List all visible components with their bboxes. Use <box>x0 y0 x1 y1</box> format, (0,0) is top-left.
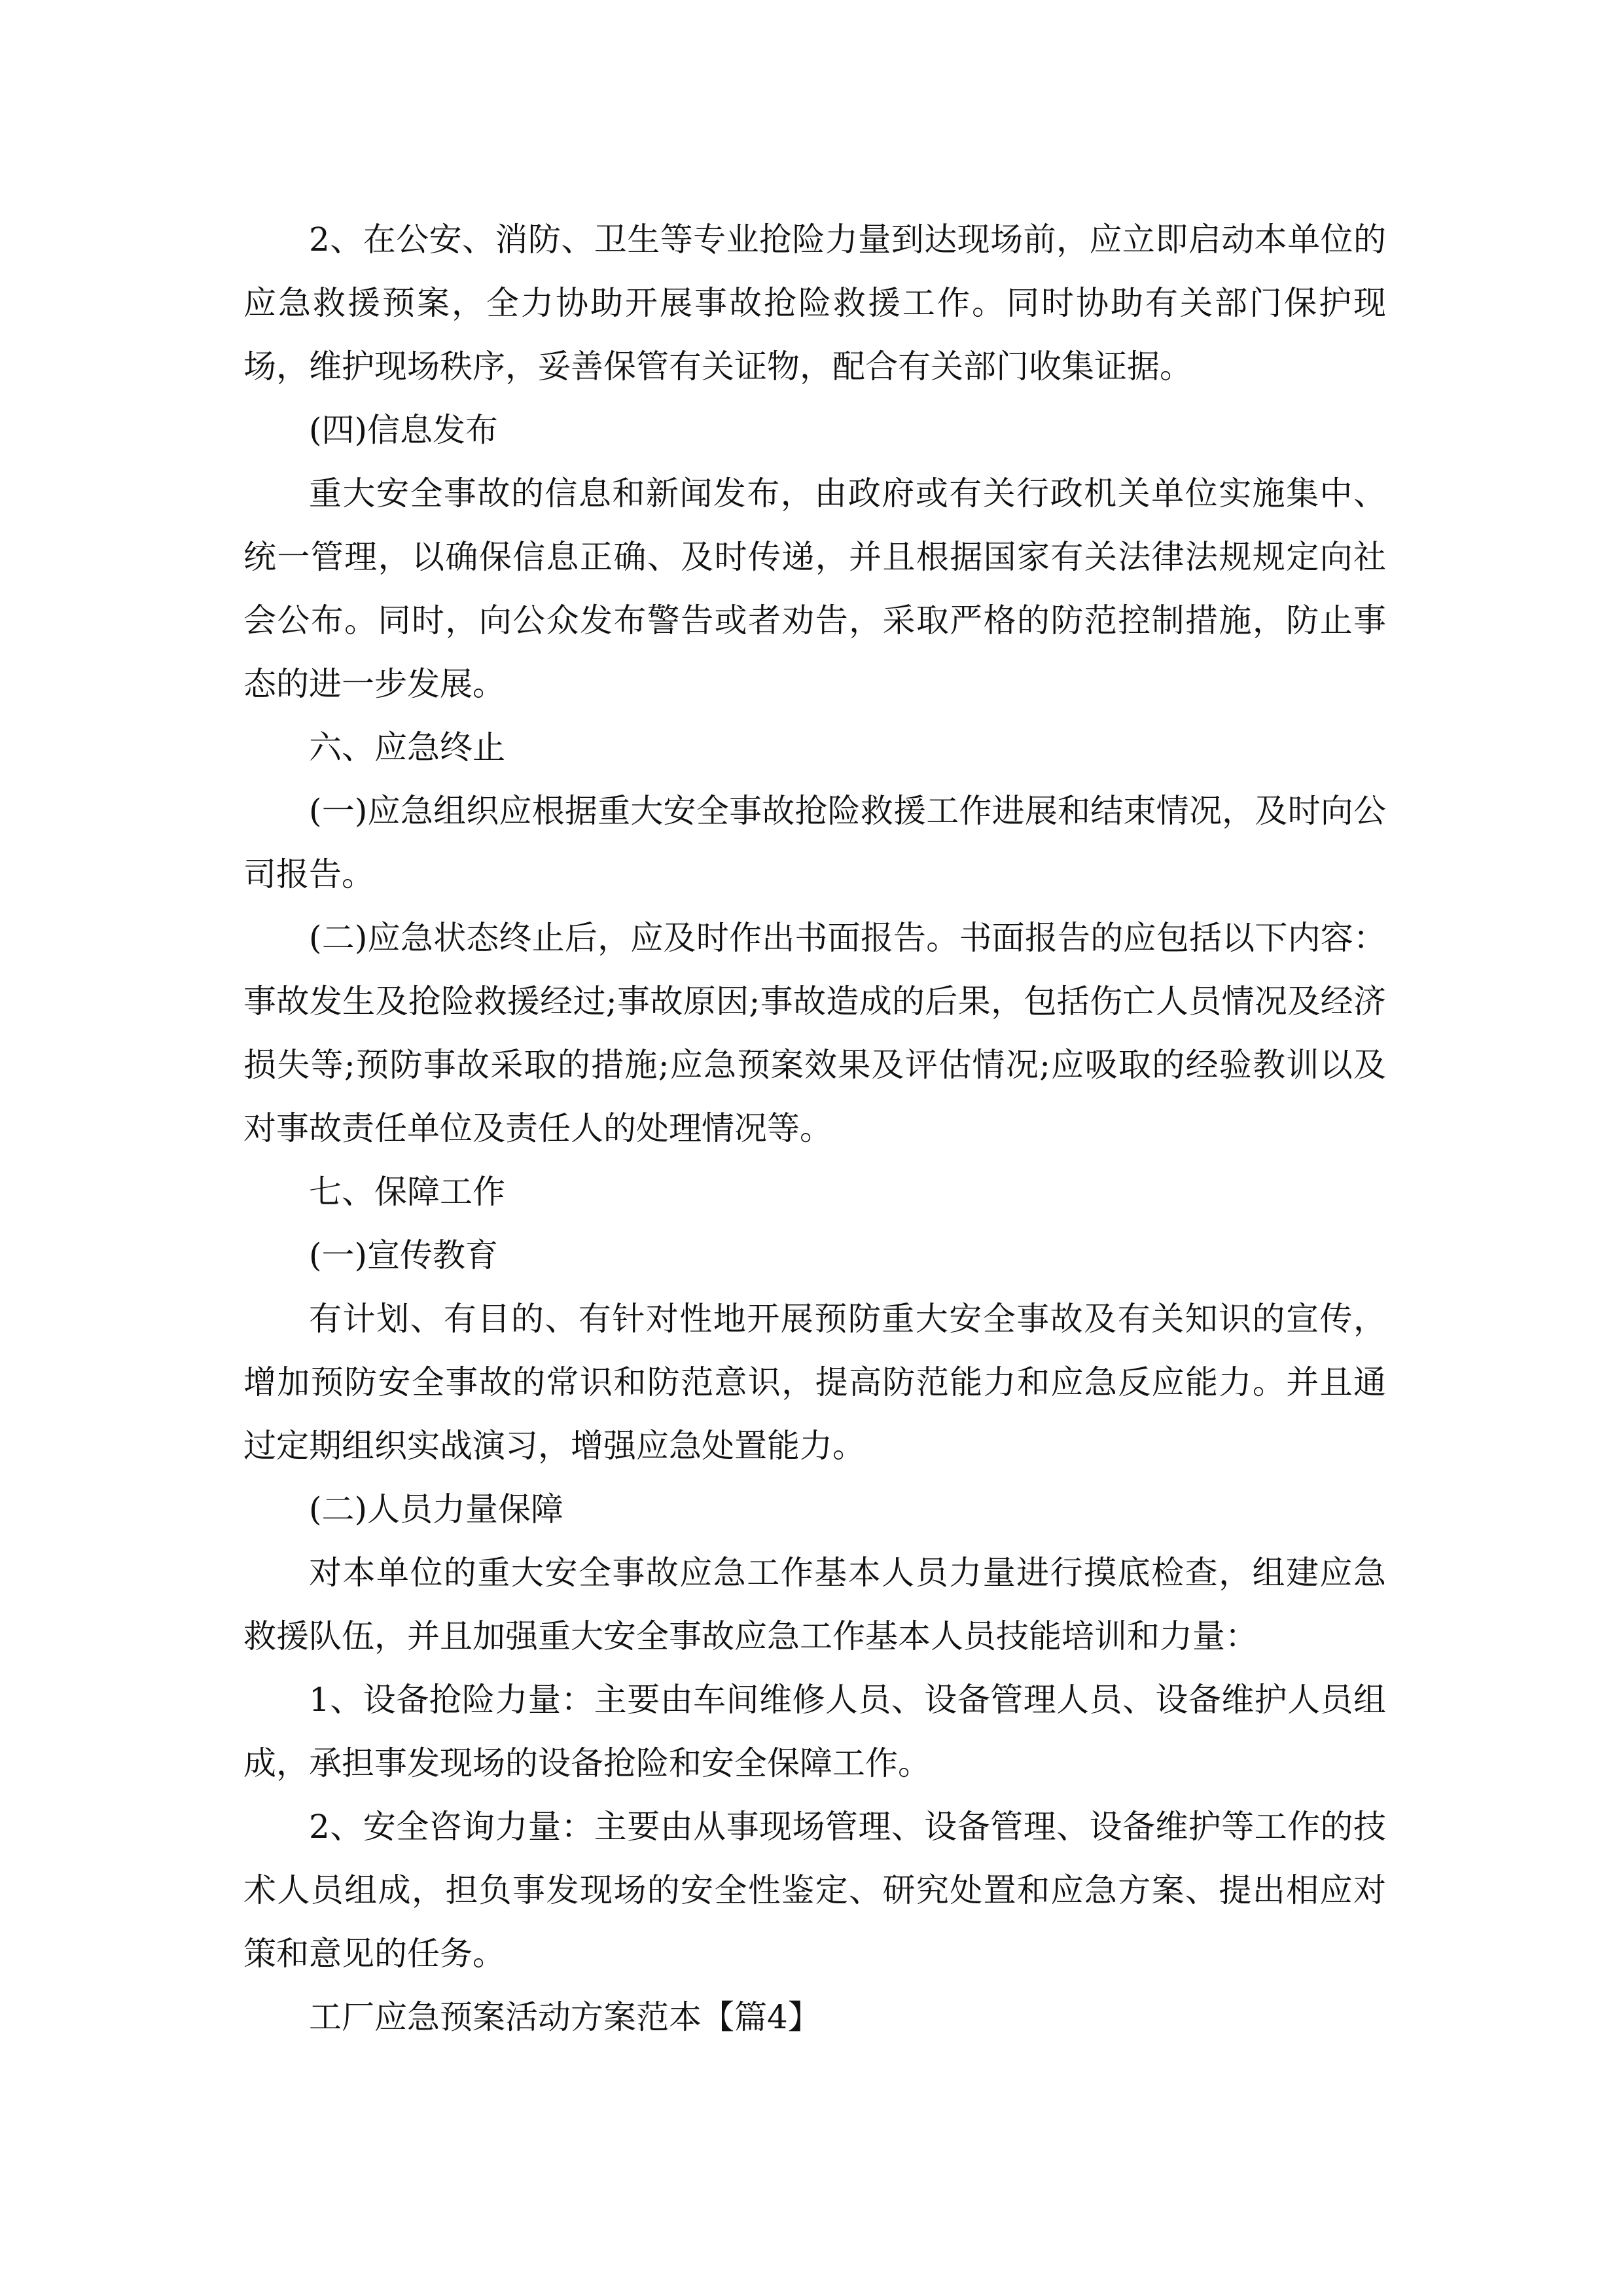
paragraph-rescue-cooperation: 2、在公安、消防、卫生等专业抢险力量到达现场前，应立即启动本单位的应急救援预案，全力协助开展事故抢险救援工作。同时协助有关部门保护现场，维护现场秩序，妥善保管有关证物，配合有关部门收集证据。 <box>243 221 1386 386</box>
paragraph-termination-report: (一)应急组织应根据重大安全事故抢险救援工作进展和结束情况，及时向公司报告。 <box>243 792 1386 893</box>
document-body <box>243 208 1386 2049</box>
paragraph-safety-consulting: 2、安全咨询力量：主要由从事现场管理、设备管理、设备维护等工作的技术人员组成，担负事发现场的安全性鉴定、研究处置和应急方案、提出相应对策和意见的任务。 <box>243 1808 1386 1973</box>
paragraph-equipment-rescue: 1、设备抢险力量：主要由车间维修人员、设备管理人员、设备维护人员组成，承担事发现场的设备抢险和安全保障工作。 <box>243 1681 1386 1782</box>
paragraph-publicity-education: 有计划、有目的、有针对性地开展预防重大安全事故及有关知识的宣传，增加预防安全事故的常识和防范意识，提高防范能力和应急反应能力。并且通过定期组织实战演习，增强应急处置能力。 <box>243 1300 1386 1465</box>
heading-support-work: 七、保障工作 <box>309 1173 505 1211</box>
paragraph-information-release: 重大安全事故的信息和新闻发布，由政府或有关行政机关单位实施集中、统一管理，以确保信息正确、及时传递，并且根据国家有关法律法规规定向社会公布。同时，向公众发布警告或者劝告，采取严格的防范控制措施，防止事态的进一步发展。 <box>243 475 1386 703</box>
heading-emergency-termination: 六、应急终止 <box>309 728 505 766</box>
paragraph-written-report: (二)应急状态终止后，应及时作出书面报告。书面报告的应包括以下内容：事故发生及抢险救援经过;事故原因;事故造成的后果，包括伤亡人员情况及经济损失等;预防事故采取的措施;应急预案效果及评估情况;应吸取的经验教训以及对事故责任单位及责任人的处理情况等。 <box>243 919 1386 1147</box>
heading-publicity-education: (一)宣传教育 <box>309 1236 499 1274</box>
paragraph-personnel-support: 对本单位的重大安全事故应急工作基本人员力量进行摸底检查，组建应急救援队伍，并且加强重大安全事故应急工作基本人员技能培训和力量： <box>243 1554 1386 1655</box>
section-title-part-4: 工厂应急预案活动方案范本【篇4】 <box>309 1998 821 2036</box>
heading-information-release: (四)信息发布 <box>309 411 499 449</box>
heading-personnel-support: (二)人员力量保障 <box>309 1490 564 1528</box>
